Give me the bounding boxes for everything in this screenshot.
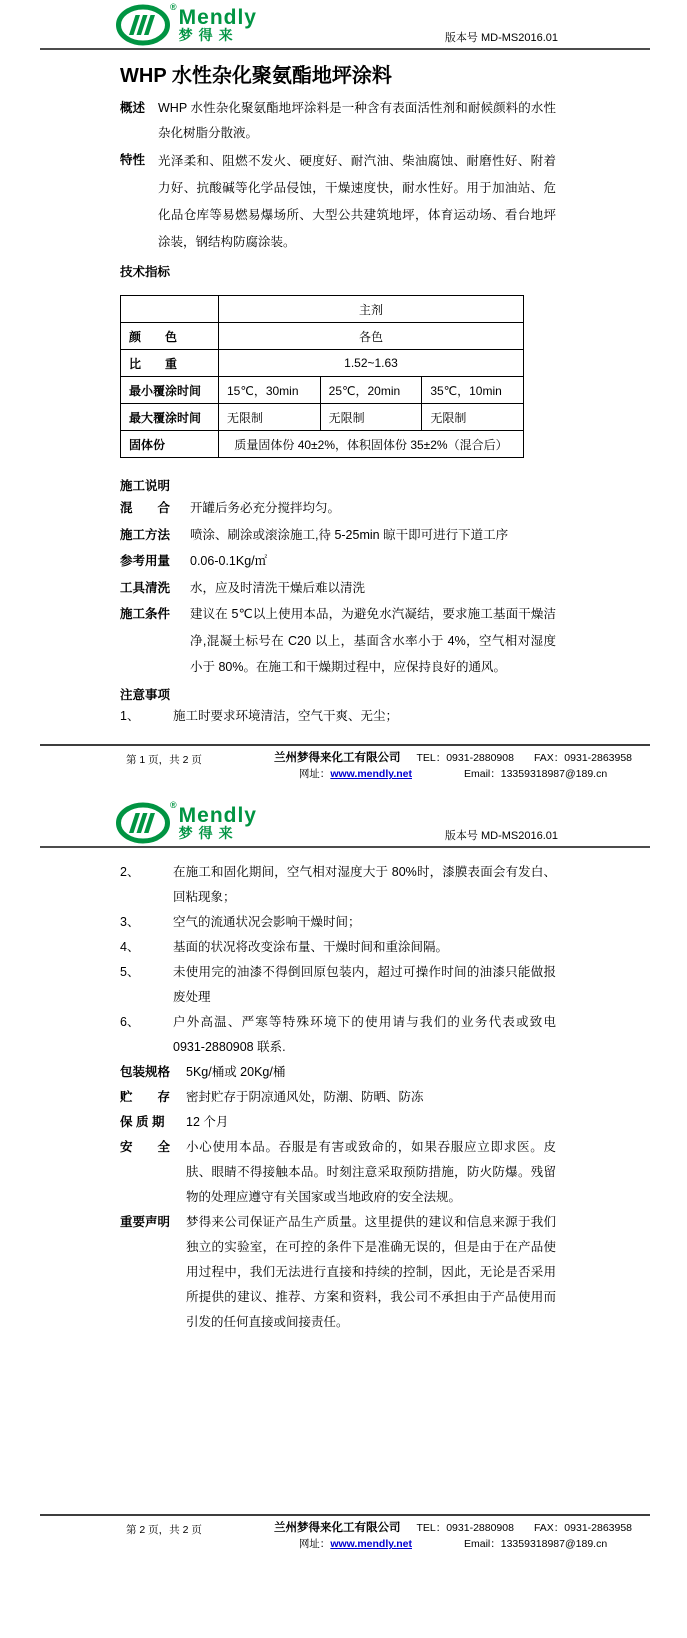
table-cell-max-1: 无限制	[219, 404, 321, 431]
table-cell-gravity-label: 比 重	[121, 350, 219, 377]
note-item-2	[120, 860, 556, 910]
page2-content	[120, 860, 556, 1335]
version-label: 版本号 MD-MS2016.01	[444, 830, 558, 842]
construction-item-conditions	[120, 601, 556, 681]
features-label: 特性	[120, 153, 146, 167]
field-label: 贮 存	[120, 1090, 171, 1104]
item-label: 混 合	[120, 501, 171, 515]
company-email: Email：13359318987@189.cn	[464, 1538, 608, 1550]
footer-company-info	[256, 749, 650, 781]
logo-name-cn: 梦得来	[178, 824, 239, 841]
company-email: Email：13359318987@189.cn	[464, 768, 608, 780]
table-cell-solids-label: 固体份	[121, 431, 219, 458]
company-name: 兰州梦得来化工有限公司	[273, 752, 401, 764]
field-disclaimer	[120, 1210, 556, 1335]
company-tel: TEL：0931-2880908	[416, 752, 514, 764]
page1-footer	[40, 744, 650, 781]
page2-footer	[40, 1514, 650, 1551]
note-number: 2、	[120, 865, 140, 879]
website-label: 网址：	[298, 1538, 331, 1550]
website-label: 网址：	[298, 768, 331, 780]
document-title: WHP 水性杂化聚氨酯地坪涂料	[120, 65, 392, 87]
registered-mark: ®	[170, 2, 177, 12]
construction-item-cleaning	[120, 575, 556, 602]
note-text: 户外高温、严寒等特殊环境下的使用请与我们的业务代表或致电 0931-2880908 联系.	[173, 1015, 556, 1054]
logo-name-cn: 梦得来	[178, 26, 239, 43]
table-cell-max-2: 无限制	[320, 404, 422, 431]
field-label: 包装规格	[120, 1065, 171, 1079]
website-field	[299, 766, 412, 781]
website-link[interactable]: www.mendly.net	[330, 768, 412, 780]
features-paragraph	[120, 148, 556, 256]
page-1	[0, 0, 687, 798]
table-cell-empty	[121, 296, 219, 323]
footer-company-info	[256, 1519, 650, 1551]
logo-name-en: Mendly	[178, 803, 257, 827]
note-text: 未使用完的油漆不得倒回原包装内，超过可操作时间的油漆只能做报废处理	[173, 965, 556, 1004]
footer-row-1	[274, 749, 632, 765]
table-cell-solids-value: 质量固体份 40±2%，体积固体份 35±2%（混合后）	[219, 431, 524, 458]
note-number: 4、	[120, 940, 140, 954]
table-cell-gravity-value: 1.52~1.63	[219, 350, 524, 377]
construction-item-method	[120, 522, 556, 549]
note-item-1	[120, 704, 556, 729]
logo-name-en: Mendly	[178, 5, 257, 29]
website-field	[299, 1536, 412, 1551]
note-number: 1、	[120, 708, 140, 723]
note-number: 6、	[120, 1015, 140, 1029]
note-text: 在施工和固化期间，空气相对湿度大于 80%时，漆膜表面会有发白、回粘现象；	[173, 865, 556, 904]
overview-text: WHP 水性杂化聚氨酯地坪涂料是一种含有表面活性剂和耐候颜料的水性杂化树脂分散液。	[158, 101, 556, 140]
table-cell-max-label: 最大覆涂时间	[121, 404, 219, 431]
note-item-3	[120, 910, 556, 935]
note-number: 3、	[120, 915, 140, 929]
footer-row-2	[299, 1536, 607, 1551]
field-text: 小心使用本品。吞服是有害或致命的，如果吞服应立即求医。皮肤、眼睛不得接触本品。时刻注意采取预防措施，防火防爆。残留物的处理应遵守有关国家或当地政府的安全法规。	[186, 1140, 556, 1204]
page-header	[40, 798, 650, 848]
table-cell-min-label: 最小覆涂时间	[121, 377, 219, 404]
note-item-6	[120, 1010, 556, 1060]
field-text: 密封贮存于阴凉通风处，防潮、防晒、防冻	[186, 1090, 424, 1104]
footer-row-1	[274, 1519, 632, 1535]
note-text: 基面的状况将改变涂布量、干燥时间和重涂间隔。	[173, 940, 449, 954]
table-cell-color-value: 各色	[219, 323, 524, 350]
note-item-5	[120, 960, 556, 1010]
company-fax: FAX：0931-2863958	[533, 752, 633, 764]
logo-text	[178, 5, 257, 43]
table-row-max-recoat	[121, 404, 524, 431]
item-label: 施工条件	[120, 607, 171, 621]
mendly-logo-icon	[116, 4, 174, 46]
version-label: 版本号 MD-MS2016.01	[444, 32, 558, 44]
page-header	[40, 0, 650, 50]
company-name: 兰州梦得来化工有限公司	[273, 1522, 401, 1534]
table-cell-main-header: 主剂	[219, 296, 524, 323]
table-cell-min-15: 15℃，30min	[219, 377, 321, 404]
construction-heading: 施工说明	[120, 479, 171, 493]
item-text: 水，应及时清洗干燥后难以清洗	[190, 580, 366, 595]
table-row-solids	[121, 431, 524, 458]
table-row-min-recoat	[121, 377, 524, 404]
overview-paragraph	[120, 96, 556, 146]
field-storage	[120, 1085, 556, 1110]
field-label: 重要声明	[120, 1215, 171, 1229]
field-label: 保 质 期	[120, 1115, 165, 1129]
table-cell-min-25: 25℃，20min	[320, 377, 422, 404]
construction-item-dosage	[120, 548, 556, 575]
logo-text	[178, 803, 257, 841]
company-logo	[116, 4, 257, 48]
features-text: 光泽柔和、阻燃不发火、硬度好、耐汽油、柴油腐蚀、耐磨性好、附着力好、抗酸碱等化学品侵蚀，干燥速度快，耐水性好。用于加油站、危化品仓库等易燃易爆场所、大型公共建筑地坪，体育运动场、看台地坪涂装，钢结构防腐涂装。	[158, 154, 556, 249]
note-text: 施工时要求环境清洁，空气干爽、无尘；	[173, 708, 399, 723]
page-2	[0, 798, 687, 1638]
note-number: 5、	[120, 965, 140, 979]
website-link[interactable]: www.mendly.net	[330, 1538, 412, 1550]
page-number-label: 第 1 页，共 2 页	[126, 754, 202, 766]
table-row-color	[121, 323, 524, 350]
item-text: 喷涂、刷涂或滚涂施工,待 5-25min 晾干即可进行下道工序	[190, 527, 509, 542]
item-label: 工具清洗	[120, 580, 171, 595]
tech-spec-table	[120, 295, 524, 458]
table-row-gravity	[121, 350, 524, 377]
table-cell-color-label: 颜 色	[121, 323, 219, 350]
note-item-4	[120, 935, 556, 960]
table-cell-min-35: 35℃，10min	[422, 377, 524, 404]
construction-item-mixing	[120, 495, 556, 522]
mendly-logo-icon	[116, 802, 174, 844]
note-text: 空气的流通状况会影响干燥时间；	[173, 915, 361, 929]
tech-indicators-heading: 技术指标	[120, 265, 171, 279]
item-text: 开罐后务必充分搅拌均匀。	[190, 501, 341, 515]
registered-mark: ®	[170, 800, 177, 810]
company-logo	[116, 802, 257, 846]
table-row-header	[121, 296, 524, 323]
footer-row-2	[299, 766, 607, 781]
field-shelf-life	[120, 1110, 556, 1135]
item-text: 0.06-0.1Kg/㎡	[190, 554, 268, 568]
field-text: 12 个月	[186, 1115, 229, 1129]
notes-heading: 注意事项	[120, 687, 171, 702]
field-safety	[120, 1135, 556, 1210]
field-packaging	[120, 1060, 556, 1085]
field-label: 安 全	[120, 1140, 171, 1154]
company-tel: TEL：0931-2880908	[416, 1522, 514, 1534]
table-cell-max-3: 无限制	[422, 404, 524, 431]
company-fax: FAX：0931-2863958	[533, 1522, 633, 1534]
field-text: 梦得来公司保证产品生产质量。这里提供的建议和信息来源于我们独立的实验室，在可控的条件下是准确无误的，但是由于在产品使用过程中，我们无法进行直接和持续的控制，因此，无论是否采用所提供的建议、推荐、方案和资料，我公司不承担由于产品使用而引发的任何直接或间接责任。	[186, 1215, 556, 1329]
page-number-label: 第 2 页，共 2 页	[126, 1524, 202, 1536]
item-label: 施工方法	[120, 527, 171, 542]
field-text: 5Kg/桶或 20Kg/桶	[186, 1065, 286, 1079]
item-label: 参考用量	[120, 554, 171, 568]
item-text: 建议在 5℃以上使用本品，为避免水汽凝结，要求施工基面干燥洁净,混凝土标号在 C20 以上，基面含水率小于 4%，空气相对湿度小于 80%。在施工和干燥期过程中，应保持良好的通风。	[190, 607, 556, 674]
page1-content	[120, 62, 556, 729]
overview-label: 概述	[120, 101, 146, 115]
